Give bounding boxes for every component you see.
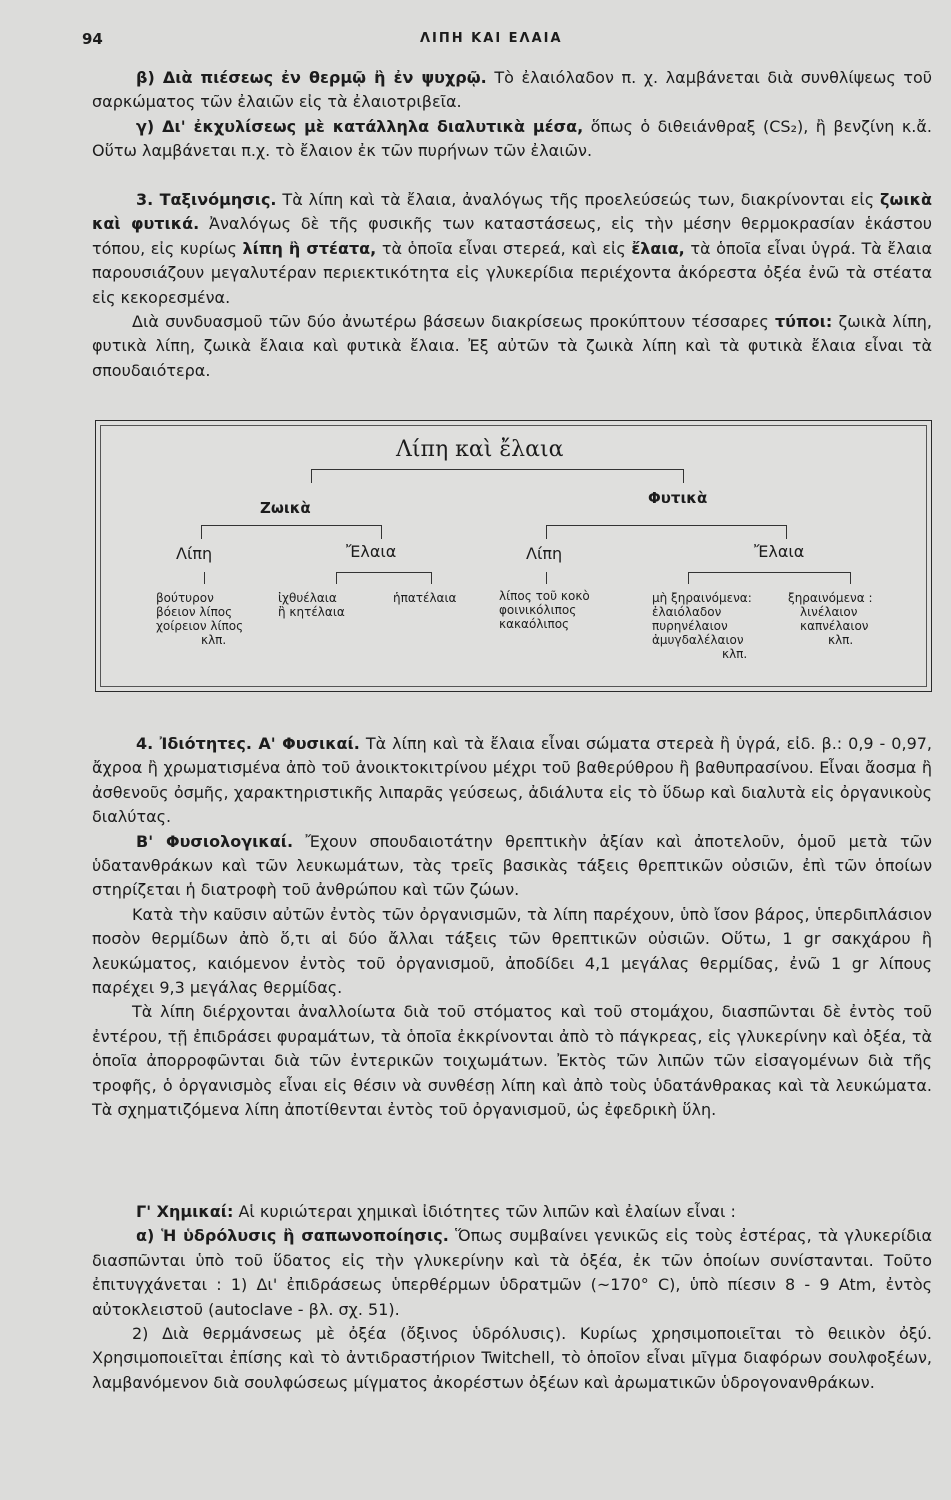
class-text-d: λίπη ἢ στέατα, xyxy=(242,238,377,258)
class-text-a: Τὰ λίπη καὶ τὰ ἔλαια, ἀναλόγως τῆς προελεύσεώς των, διακρίνονται εἰς xyxy=(282,190,875,209)
tree-line xyxy=(850,572,851,584)
class2-text-a: Διὰ συνδυασμοῦ τῶν δύο ἀνωτέρω βάσεων διακρίσεως προκύπτουν τέσσαρες xyxy=(132,312,769,332)
paragraph-g xyxy=(92,115,932,164)
text-g: ὅπως ὁ διθειάνθραξ (CS₂), ἢ βενζίνη κ.ἄ. Οὕτω λαμβάνεται π.χ. τὸ ἔλαιον ἐκ τῶν πυρήνων τῶν ἐλαιῶν. xyxy=(92,116,933,161)
class-text-e: τὰ ὁποῖα εἶναι στερεά, καὶ εἰς xyxy=(381,238,626,258)
properties-heading: 4. Ἰδιότητες. Α' Φυσικαί. xyxy=(136,734,360,753)
chemical-intro xyxy=(92,1200,932,1224)
fish-oils-list xyxy=(278,591,345,619)
tree-line xyxy=(204,572,205,584)
list-item: βόειον λίπος xyxy=(156,605,233,619)
list-item: πυρηνέλαιον xyxy=(652,619,728,633)
tree-line xyxy=(431,572,432,584)
list-item: λινέλαιον xyxy=(800,605,858,619)
label-g: γ) Δι' ἐκχυλίσεως μὲ κατάλληλα διαλυτικὰ μέσα, xyxy=(136,116,584,136)
nondrying-oils-list xyxy=(652,591,752,661)
physio-heading: Β' Φυσιολογικαί. xyxy=(136,831,294,851)
list-item: κλπ. xyxy=(201,633,227,647)
list-item: κακαόλιπος xyxy=(499,617,570,631)
chemical-intro-text: Αἱ κυριώτεραι χημικαὶ ἰδιότητες τῶν λιπῶν καὶ ἐλαίων εἶναι : xyxy=(238,1202,736,1221)
class-text-f: ἔλαια, xyxy=(631,238,685,258)
physiological-properties xyxy=(92,830,932,903)
class-text-c: Ἀναλόγως δὲ τῆς φυσικῆς των καταστάσεως, εἰς τὴν μέσην θερμοκρασίαν ἑκάστου τόπου, εἰς κυρίως xyxy=(92,214,933,258)
plant-fats-label: Λίπη xyxy=(526,544,563,563)
tree-line xyxy=(336,572,431,573)
plant-category: Φυτικὰ xyxy=(648,489,708,507)
list-item: καπνέλαιον xyxy=(800,619,869,633)
text-b: Τὸ ἐλαιόλαδον π. χ. λαμβάνεται διὰ συνθλίψεως τοῦ σαρκώματος τῶν ἐλαιῶν εἰς τὰ ἐλαιοτριβεῖα. xyxy=(92,68,933,112)
plant-fats-list xyxy=(499,589,590,631)
hydrolysis-heading: α) Ἡ ὑδρόλυσις ἢ σαπωνοποίησις. xyxy=(136,1226,449,1246)
class-text-g: τὰ ὁποῖα εἶναι ὑγρά. Τὰ ἔλαια παρουσιάζουν μεγαλυτέραν περιεκτικότητα εἰς γλυκερίδια περιέχοντα ἀκόρεστα ὀξέα ἐνῶ τὰ στέατα εἰς κεκορεσμένα. xyxy=(92,238,933,307)
liver-oils: ἡπατέλαια xyxy=(393,591,457,605)
classification-heading: 3. Ταξινόμησις. xyxy=(136,190,277,209)
chemical-section xyxy=(92,1200,932,1395)
classification-paragraph-1 xyxy=(92,188,932,310)
tree-line xyxy=(688,572,850,573)
list-item: βούτυρον xyxy=(156,591,214,605)
list-item: κλπ. xyxy=(828,633,854,647)
diagram-title: Λίπη καὶ ἔλαια xyxy=(396,437,564,462)
hydrolysis-paragraph xyxy=(92,1224,932,1322)
tree-line xyxy=(688,572,689,584)
acid-hydrolysis-paragraph: 2) Διὰ θερμάνσεως μὲ ὀξέα (ὄξινος ὑδρόλυσις). Κυρίως χρησιμοποιεῖται τὸ θειικὸν ὀξύ. Χρησιμοποιεῖται ἐπίσης καὶ τὸ ἀντιδραστήριον Twitchell, τὸ ὁποῖον εἶναι μῖγμα διαφόρων σουλφοξέων, λαμβανόμενον διὰ σουλφώσεως μίγματος ἀκορέστων ὀξέων καὶ ἀρωματικῶν ὑδρογονανθράκων. xyxy=(92,1324,932,1392)
animal-fats-label: Λίπη xyxy=(176,544,213,563)
tree-line xyxy=(201,525,202,539)
tree-line xyxy=(786,525,787,539)
class-text-b: ζωικὰ καὶ φυτικά. xyxy=(92,190,932,234)
list-item: κλπ. xyxy=(722,647,748,661)
list-item: φοινικόλιπος xyxy=(499,603,577,617)
extraction-methods xyxy=(92,66,932,164)
hydrolysis-text: Ὅπως συμβαίνει γενικῶς εἰς τοὺς ἐστέρας, τὰ γλυκερίδια διασπῶνται ὑπὸ τοῦ ὕδατος εἰς τὴν γλυκερίνην καὶ τὰ ὀξέα, ἐκ τῶν ὁποίων συνίστανται. Τοῦτο ἐπιτυγχάνεται : 1) Δι' ἐπιδράσεως ὑπερθέρμων ὑδρατμῶν (~170° C), ὑπὸ πίεσιν 8 - 9 Atm, ἐντὸς αὐτοκλειστοῦ (autoclave - βλ. σχ. 51). xyxy=(92,1226,933,1319)
class2-text-c: ζωικὰ λίπη, φυτικὰ λίπη, ζωικὰ ἔλαια καὶ φυτικὰ ἔλαια. Ἐξ αὐτῶν τὰ ζωικὰ λίπη καὶ τὰ φυτικὰ ἔλαια εἶναι τὰ σπουδαιότερα. xyxy=(92,312,932,380)
label-b: β) Διὰ πιέσεως ἐν θερμῷ ἢ ἐν ψυχρῷ. xyxy=(136,68,487,87)
list-item: λίπος τοῦ κοκὸ xyxy=(499,589,590,603)
animal-fats-list xyxy=(156,591,243,647)
list-item: χοίρειον λίπος xyxy=(156,619,244,633)
chemical-heading: Γ' Χημικαί: xyxy=(136,1202,234,1221)
physical-properties xyxy=(92,732,932,830)
list-item: ἐλαιόλαδον xyxy=(652,605,722,619)
tree-line xyxy=(683,469,684,483)
tree-line xyxy=(546,525,547,539)
tree-line xyxy=(201,525,381,526)
paragraph-b xyxy=(92,66,932,115)
list-item: ἀμυγδαλέλαιον xyxy=(652,633,744,647)
list-item: ἢ κητέλαια xyxy=(278,605,345,619)
class2-text-b: τύποι: xyxy=(774,312,833,332)
classification-paragraph-2 xyxy=(92,310,932,383)
drying-oils-list xyxy=(788,591,873,647)
tree-line xyxy=(546,525,786,526)
classification-diagram xyxy=(95,420,932,692)
tree-line xyxy=(311,469,312,483)
animal-oils-label: Ἔλαια xyxy=(346,542,397,561)
properties-section xyxy=(92,732,932,1123)
digestion-paragraph: Τὰ λίπη διέρχονται ἀναλλοίωτα διὰ τοῦ στόματος καὶ τοῦ στομάχου, διασπῶνται δὲ ἐντὸς τοῦ ἐντέρου, τῇ ἐπιδράσει φυραμάτων, τὰ ὁποῖα ἐκκρίνονται ἀπὸ τὸ πάγκρεας, εἰς γλυκερίνην καὶ ὀξέα, τὰ ὁποῖα ἀπορροφῶνται διὰ τῶν ἐντερικῶν τοιχωμάτων. Ἐκτὸς τῶν λιπῶν τῶν εἰσαγομένων διὰ τῆς τροφῆς, ὁ ὀργανισμὸς εἶναι εἰς θέσιν νὰ συνθέσῃ λίπη καὶ ἀπὸ τοὺς ὑδατάνθρακας καὶ τὰ λευκώματα. Τὰ σχηματιζόμενα λίπη ἀποτίθενται ἐντὸς τοῦ ὀργανισμοῦ, ὡς ἐφεδρικὴ ὕλη. xyxy=(92,1002,932,1120)
page-number: 94 xyxy=(82,30,103,48)
tree-line xyxy=(336,572,337,584)
drying-label: ξηραινόμενα : xyxy=(788,591,873,605)
animal-category: Ζωικὰ xyxy=(260,499,311,517)
tree-line xyxy=(546,572,547,584)
running-title: ΛΙΠΗ ΚΑΙ ΕΛΑΙΑ xyxy=(420,31,563,46)
combustion-paragraph: Κατὰ τὴν καῦσιν αὐτῶν ἐντὸς τῶν ὀργανισμῶν, τὰ λίπη παρέχουν, ὑπὸ ἴσον βάρος, ὑπερδιπλάσιον ποσὸν θερμίδων ἀπὸ ὅ,τι αἱ δύο ἄλλαι τάξεις τῶν θρεπτικῶν οὐσιῶν. Οὕτω, 1 gr σακχάρου ἢ λευκώματος, καιόμενον ἐντὸς τοῦ ὀργανισμοῦ, ἀποδίδει 4,1 μεγάλας θερμίδας, ἐνῶ 1 gr λίπους παρέχει 9,3 μεγάλας θερμίδας. xyxy=(92,904,932,998)
physical-text: Τὰ λίπη καὶ τὰ ἔλαια εἶναι σώματα στερεὰ ἢ ὑγρά, εἰδ. β.: 0,9 - 0,97, ἄχροα ἢ χρωματισμένα ἀπὸ τοῦ ἀνοικτοκιτρίνου μέχρι τοῦ βαθερύθρου ἢ βαθυπρασίνου. Εἶναι ἄοσμα ἢ ἀσθενοῦς ὀσμῆς, χαρακτηριστικῆς λιπαρᾶς γεύσεως, ἀδιάλυτα εἰς τὸ ὕδωρ καὶ διαλυτὰ εἰς ὀργανικοὺς διαλύτας. xyxy=(92,734,933,827)
classification-section xyxy=(92,188,932,383)
physio-text: Ἔχουν σπουδαιοτάτην θρεπτικὴν ἀξίαν καὶ ἀποτελοῦν, ὁμοῦ μετὰ τῶν ὑδατανθράκων καὶ τῶν λευκωμάτων, τὰς τρεῖς βασικὰς τάξεις θρεπτικῶν οὐσιῶν, ἐπὶ τῶν ὁποίων στηρίζεται ἡ διατροφὴ τοῦ ἀνθρώπου καὶ τῶν ζώων. xyxy=(92,831,932,900)
list-item: ἰχθυέλαια xyxy=(278,591,337,605)
nondrying-label: μὴ ξηραινόμενα: xyxy=(652,591,752,605)
plant-oils-label: Ἔλαια xyxy=(754,542,805,561)
tree-line xyxy=(381,525,382,539)
tree-line-top xyxy=(311,469,683,470)
